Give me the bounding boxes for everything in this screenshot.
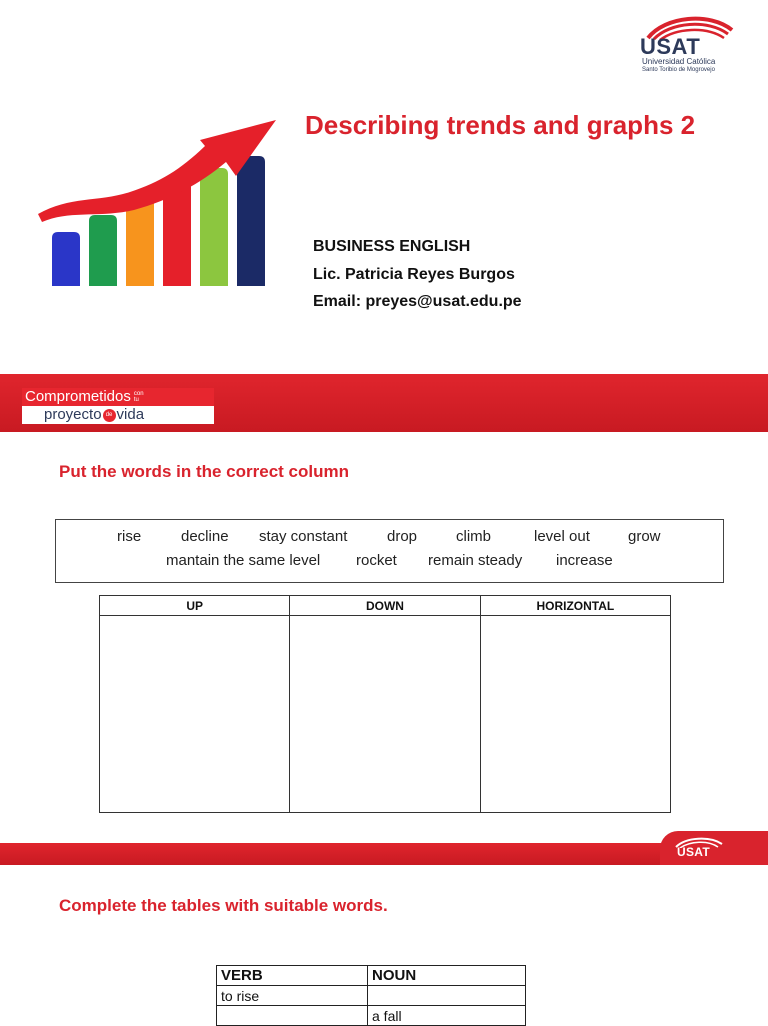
illustration-bar (200, 168, 228, 286)
footer-band (0, 843, 768, 865)
instruction-heading: Put the words in the correct column (59, 462, 349, 481)
word-item: stay constant (259, 528, 348, 545)
slogan-small-tu: tu (133, 397, 139, 403)
usat-logo-subtitle: Universidad Católica (642, 57, 716, 66)
word-item: grow (628, 528, 661, 545)
slogan-logo (22, 388, 214, 424)
column-header-verb: VERB (217, 966, 368, 986)
instruction-heading: Complete the tables with suitable words. (59, 896, 388, 915)
column-header-noun: NOUN (368, 966, 526, 986)
table-row (217, 1006, 526, 1026)
word-item: level out (534, 528, 590, 545)
column-header-horizontal: HORIZONTAL (480, 596, 670, 616)
slide-title: Describing trends and graphs 2 (305, 110, 696, 140)
teacher-name: Lic. Patricia Reyes Burgos (313, 266, 515, 283)
slogan-small-con: con (133, 391, 144, 397)
column-header-up: UP (100, 596, 290, 616)
usat-logo-text: USAT (677, 845, 710, 859)
slogan-word-3: vida (116, 406, 145, 423)
usat-logo-subtitle-2: Santo Toribio de Mogrovejo (642, 67, 715, 73)
sorting-table (99, 595, 671, 813)
answer-cell-horizontal[interactable] (480, 616, 670, 813)
teacher-email: Email: preyes@usat.edu.pe (313, 293, 522, 310)
word-item: rocket (356, 552, 397, 569)
verb-cell[interactable]: to rise (217, 986, 368, 1006)
illustration-bar (237, 156, 265, 286)
answer-cell-up[interactable] (100, 616, 290, 813)
usat-logo-text: USAT (640, 34, 701, 59)
course-name: BUSINESS ENGLISH (313, 238, 471, 255)
word-item: rise (117, 528, 142, 545)
word-item: drop (387, 528, 418, 545)
illustration-bar (52, 232, 80, 286)
illustration-bar (89, 215, 117, 286)
answer-cell-down[interactable] (290, 616, 480, 813)
word-item: decline (181, 528, 229, 545)
word-bank (55, 519, 724, 583)
noun-cell[interactable]: a fall (368, 1006, 526, 1026)
verb-noun-table (216, 965, 526, 1026)
usat-logo-small (660, 831, 768, 865)
verb-cell[interactable] (217, 1006, 368, 1026)
word-item: mantain the same level (166, 552, 321, 569)
table-row (217, 986, 526, 1006)
trend-chart-illustration (30, 110, 280, 290)
slogan-small-de: de (103, 409, 116, 422)
usat-logo (640, 12, 740, 74)
slogan-word-1: Comprometidos (25, 388, 131, 405)
slogan-word-2: proyecto (44, 406, 102, 423)
word-item: remain steady (428, 552, 523, 569)
word-item: increase (556, 552, 613, 569)
word-item: climb (456, 528, 492, 545)
column-header-down: DOWN (290, 596, 480, 616)
noun-cell[interactable] (368, 986, 526, 1006)
